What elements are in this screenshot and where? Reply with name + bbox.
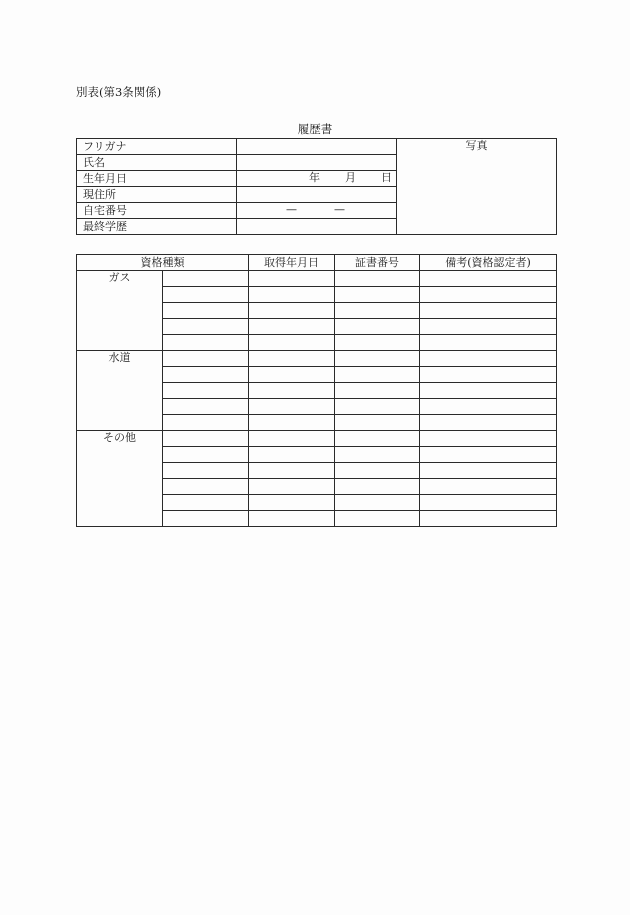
acquired-date-cell[interactable]	[249, 319, 335, 335]
category-label: その他	[77, 431, 163, 527]
phone-dash-1: —	[286, 203, 297, 216]
acquired-date-cell[interactable]	[249, 511, 335, 527]
category-label: 水道	[77, 351, 163, 431]
remarks-cell[interactable]	[420, 463, 557, 479]
certificate-number-cell[interactable]	[335, 431, 420, 447]
qualification-name-cell[interactable]	[163, 447, 249, 463]
name-field[interactable]	[237, 155, 397, 171]
remarks-cell[interactable]	[420, 303, 557, 319]
birthdate-field[interactable]	[237, 171, 397, 187]
acquired-date-cell[interactable]	[249, 383, 335, 399]
certificate-number-cell[interactable]	[335, 287, 420, 303]
qualification-name-cell[interactable]	[163, 463, 249, 479]
table-row	[77, 351, 557, 367]
education-field[interactable]	[237, 219, 397, 235]
qualification-table	[76, 254, 557, 527]
qualification-body	[77, 271, 557, 527]
acquired-date-cell[interactable]	[249, 415, 335, 431]
qualification-name-cell[interactable]	[163, 495, 249, 511]
furigana-field[interactable]	[237, 139, 397, 155]
month-unit: 月	[345, 171, 356, 184]
birthdate-label: 生年月日	[77, 171, 237, 187]
certificate-number-cell[interactable]	[335, 511, 420, 527]
certificate-number-cell[interactable]	[335, 335, 420, 351]
personal-info-table	[76, 138, 557, 235]
header-acquired-date: 取得年月日	[249, 255, 335, 271]
phone-dash-2: —	[334, 203, 345, 216]
annex-label: 別表(第3条関係)	[76, 85, 162, 99]
acquired-date-cell[interactable]	[249, 479, 335, 495]
remarks-cell[interactable]	[420, 319, 557, 335]
address-label: 現住所	[77, 187, 237, 203]
name-label: 氏名	[77, 155, 237, 171]
certificate-number-cell[interactable]	[335, 447, 420, 463]
acquired-date-cell[interactable]	[249, 335, 335, 351]
certificate-number-cell[interactable]	[335, 383, 420, 399]
photo-label: 写真	[465, 139, 488, 152]
qualification-name-cell[interactable]	[163, 399, 249, 415]
qualification-name-cell[interactable]	[163, 383, 249, 399]
header-certificate-number: 証書番号	[335, 255, 420, 271]
remarks-cell[interactable]	[420, 415, 557, 431]
acquired-date-cell[interactable]	[249, 399, 335, 415]
remarks-cell[interactable]	[420, 335, 557, 351]
remarks-cell[interactable]	[420, 479, 557, 495]
address-field[interactable]	[237, 187, 397, 203]
acquired-date-cell[interactable]	[249, 351, 335, 367]
qualification-name-cell[interactable]	[163, 367, 249, 383]
acquired-date-cell[interactable]	[249, 271, 335, 287]
remarks-cell[interactable]	[420, 351, 557, 367]
remarks-cell[interactable]	[420, 287, 557, 303]
qualification-name-cell[interactable]	[163, 303, 249, 319]
certificate-number-cell[interactable]	[335, 303, 420, 319]
remarks-cell[interactable]	[420, 271, 557, 287]
qualification-name-cell[interactable]	[163, 479, 249, 495]
education-label: 最終学歴	[77, 219, 237, 235]
acquired-date-cell[interactable]	[249, 303, 335, 319]
certificate-number-cell[interactable]	[335, 399, 420, 415]
qualification-header-row	[77, 255, 557, 271]
table-row	[77, 431, 557, 447]
qualification-name-cell[interactable]	[163, 319, 249, 335]
phone-label: 自宅番号	[77, 203, 237, 219]
acquired-date-cell[interactable]	[249, 431, 335, 447]
acquired-date-cell[interactable]	[249, 287, 335, 303]
remarks-cell[interactable]	[420, 383, 557, 399]
qualification-name-cell[interactable]	[163, 511, 249, 527]
header-qualification-type: 資格種類	[77, 255, 249, 271]
year-unit: 年	[309, 171, 320, 184]
qualification-name-cell[interactable]	[163, 351, 249, 367]
certificate-number-cell[interactable]	[335, 271, 420, 287]
remarks-cell[interactable]	[420, 367, 557, 383]
category-label: ガス	[77, 271, 163, 351]
qualification-name-cell[interactable]	[163, 287, 249, 303]
certificate-number-cell[interactable]	[335, 495, 420, 511]
acquired-date-cell[interactable]	[249, 447, 335, 463]
remarks-cell[interactable]	[420, 495, 557, 511]
remarks-cell[interactable]	[420, 447, 557, 463]
certificate-number-cell[interactable]	[335, 367, 420, 383]
certificate-number-cell[interactable]	[335, 463, 420, 479]
photo-box[interactable]	[397, 139, 557, 235]
qualification-name-cell[interactable]	[163, 431, 249, 447]
certificate-number-cell[interactable]	[335, 319, 420, 335]
certificate-number-cell[interactable]	[335, 479, 420, 495]
remarks-cell[interactable]	[420, 511, 557, 527]
table-row	[77, 271, 557, 287]
remarks-cell[interactable]	[420, 431, 557, 447]
qualification-name-cell[interactable]	[163, 335, 249, 351]
remarks-cell[interactable]	[420, 399, 557, 415]
acquired-date-cell[interactable]	[249, 463, 335, 479]
furigana-label: フリガナ	[77, 139, 237, 155]
day-unit: 日	[381, 171, 392, 184]
header-remarks: 備考(資格認定者)	[420, 255, 557, 271]
certificate-number-cell[interactable]	[335, 351, 420, 367]
phone-field[interactable]	[237, 203, 397, 219]
document-title: 履歴書	[297, 122, 333, 136]
acquired-date-cell[interactable]	[249, 367, 335, 383]
furigana-row	[77, 139, 557, 155]
qualification-name-cell[interactable]	[163, 415, 249, 431]
qualification-name-cell[interactable]	[163, 271, 249, 287]
acquired-date-cell[interactable]	[249, 495, 335, 511]
certificate-number-cell[interactable]	[335, 415, 420, 431]
